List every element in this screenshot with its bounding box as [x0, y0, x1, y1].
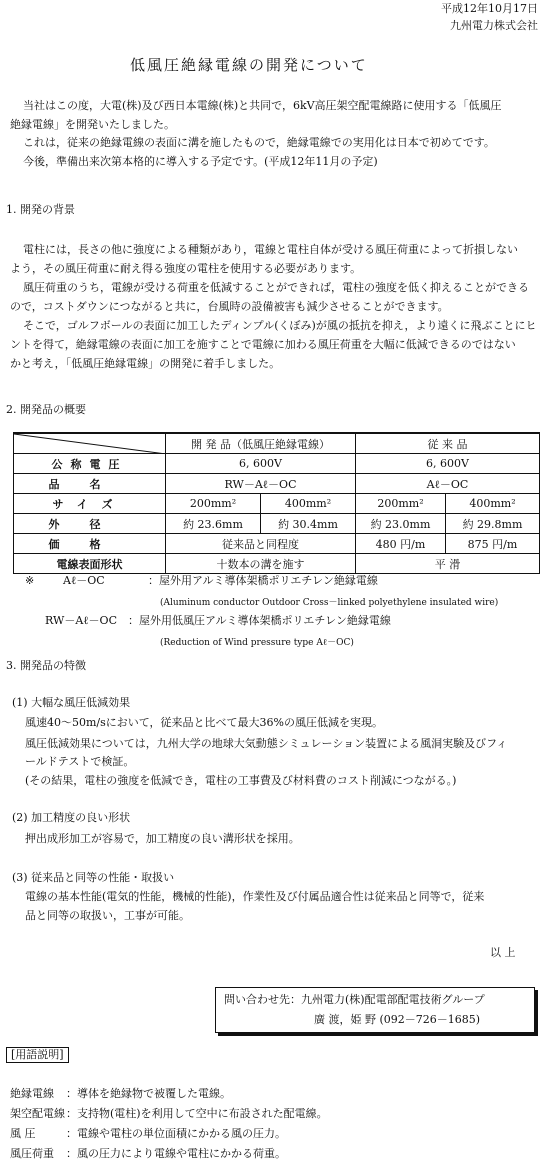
- table-cell: RW－Aℓ－OC: [166, 474, 356, 494]
- closing-mark: 以 上: [490, 946, 516, 959]
- section-1-line: ントを得て，絶縁電線の表面に加工を施すことで電線に加わる風圧荷重を大幅に低減できるのではない: [10, 338, 516, 351]
- table-cell: 480 円/m: [356, 534, 446, 554]
- note-english: (Aluminum conductor Outdoor Cross－linked polyethylene insulated wire): [160, 598, 499, 608]
- term-definition: ：風の圧力により電線や電柱にかかる荷重。: [66, 1147, 286, 1160]
- row-label: 電線表面形状: [14, 554, 166, 574]
- terms-heading: [用語説明]: [6, 1047, 69, 1063]
- feature-line: 風圧低減効果については，九州大学の地球大気動態シミュレーション装置による風洞実験及びフィ: [25, 737, 508, 750]
- feature-title: (2) 加工精度の良い形状: [12, 811, 131, 824]
- table-cell: 6, 600V: [166, 454, 356, 474]
- column-header-new: 開 発 品（低風圧絶縁電線）: [166, 433, 356, 454]
- section-1-line: ので，コストダウンにつながると共に，台風時の設備被害も減少させることができます。: [10, 300, 449, 313]
- table-cell: 400mm²: [446, 494, 540, 514]
- table-header-row: [14, 433, 540, 454]
- feature-title: (3) 従来品と同等の性能・取扱い: [12, 871, 175, 884]
- contact-box: [215, 987, 535, 1033]
- document-title: 低風圧絶縁電線の開発について: [130, 56, 368, 74]
- row-label: 価格: [14, 534, 166, 554]
- release-date: 平成12年10月17日: [441, 2, 538, 15]
- feature-line: 電線の基本性能(電気的性能，機械的性能)，作業性及び付属品適合性は従来品と同等で，従来: [25, 890, 485, 903]
- table-cell: Aℓ－OC: [356, 474, 540, 494]
- section-1-line: 電柱には，長さの他に強度による種類があり，電線と電柱自体が受ける風圧荷重によって折損しない: [23, 243, 518, 256]
- company-name: 九州電力株式会社: [450, 19, 538, 32]
- section-1-line: かと考え，「低風圧絶縁電線」の開発に着手しました。: [10, 357, 281, 370]
- intro-line-3: これは，従来の絶縁電線の表面に溝を施したもので，絶縁電線での実用化は日本で初めてです。: [23, 136, 495, 149]
- feature-line: 風速40～50m/sにおいて，従来品と比べて最大36%の風圧低減を実現。: [25, 716, 384, 729]
- table-cell: 400mm²: [261, 494, 356, 514]
- term-name: 風 圧: [10, 1127, 36, 1140]
- note-description: ：屋外用低風圧アルミ導体架橋ポリエチレン絶縁電線: [128, 614, 391, 627]
- note-english: (Reduction of Wind pressure type Aℓ－OC): [160, 638, 354, 648]
- section-1-line: よう，その風圧荷重に耐え得る強度の電柱を使用する必要があります。: [10, 262, 362, 275]
- table-corner-cell: [14, 433, 166, 454]
- table-cell: 約 29.8mm: [446, 514, 540, 534]
- column-header-old: 従 来 品: [356, 433, 540, 454]
- table-row: [14, 554, 540, 574]
- table-cell: 十数本の溝を施す: [166, 554, 356, 574]
- term-name: 風圧荷重: [10, 1147, 54, 1160]
- term-name: 架空配電線: [10, 1107, 65, 1120]
- table-row: [14, 514, 540, 534]
- table-row: [14, 474, 540, 494]
- feature-title: (1) 大幅な風圧低減効果: [12, 696, 131, 709]
- row-label: 公称電圧: [14, 454, 166, 474]
- feature-line: (その結果，電柱の強度を低減でき，電柱の工事費及び材料費のコスト削減につながる。): [25, 774, 457, 787]
- intro-line-1: 当社はこの度，大電(株)及び西日本電線(株)と共同で，6kV高圧架空配電線路に使用する「低風圧: [23, 99, 502, 112]
- term-definition: ：導体を絶縁物で被覆した電線。: [66, 1087, 231, 1100]
- note-mark: ※: [25, 574, 35, 587]
- table-cell: 約 30.4mm: [261, 514, 356, 534]
- section-2-heading: 2. 開発品の概要: [6, 403, 86, 416]
- feature-line: 押出成形加工が容易で，加工精度の良い溝形状を採用。: [25, 832, 300, 845]
- section-1-line: そこで，ゴルフボールの表面に加工したディンプル(くぼみ)が風の抵抗を抑え，より遠くに飛ぶことにヒ: [23, 319, 537, 332]
- note-description: ：屋外用アルミ導体架橋ポリエチレン絶縁電線: [148, 574, 378, 587]
- row-label: 品名: [14, 474, 166, 494]
- feature-line: 品と同等の取扱い，工事が可能。: [25, 909, 190, 922]
- term-definition: ：支持物(電柱)を利用して空中に布設された配電線。: [66, 1107, 328, 1120]
- note-code: Aℓ－OC: [63, 574, 105, 587]
- section-3-heading: 3. 開発品の特徴: [6, 659, 86, 672]
- spec-comparison-table: [13, 432, 540, 574]
- table-cell: 200mm²: [166, 494, 261, 514]
- table-row: [14, 494, 540, 514]
- table-cell: 平 滑: [356, 554, 540, 574]
- row-label: 外径: [14, 514, 166, 534]
- intro-line-4: 今後，準備出来次第本格的に導入する予定です。(平成12年11月の予定): [23, 155, 378, 168]
- section-1-heading: 1. 開発の背景: [6, 203, 75, 216]
- table-row: [14, 454, 540, 474]
- table-cell: 875 円/m: [446, 534, 540, 554]
- contact-department: 問い合わせ先：九州電力(株)配電部配電技術グループ: [224, 993, 485, 1006]
- table-row: [14, 534, 540, 554]
- table-cell: 従来品と同程度: [166, 534, 356, 554]
- section-1-line: 風圧荷重のうち，電線が受ける荷重を低減することができれば，電柱の強度を低く抑えることができる: [23, 281, 529, 294]
- term-name: 絶縁電線: [10, 1087, 54, 1100]
- table-cell: 約 23.0mm: [356, 514, 446, 534]
- table-cell: 6, 600V: [356, 454, 540, 474]
- row-label: サイズ: [14, 494, 166, 514]
- intro-line-2: 絶縁電線」を開発いたしました。: [10, 118, 175, 131]
- term-definition: ：電線や電柱の単位面積にかかる風の圧力。: [66, 1127, 286, 1140]
- diagonal-line: [14, 434, 166, 454]
- note-code: RW－Aℓ－OC: [45, 614, 117, 627]
- contact-names-phone: 廣 渡，姫 野 (092－726－1685): [314, 1013, 481, 1026]
- table-cell: 約 23.6mm: [166, 514, 261, 534]
- feature-line: ールドテストで検証。: [25, 755, 135, 768]
- table-cell: 200mm²: [356, 494, 446, 514]
